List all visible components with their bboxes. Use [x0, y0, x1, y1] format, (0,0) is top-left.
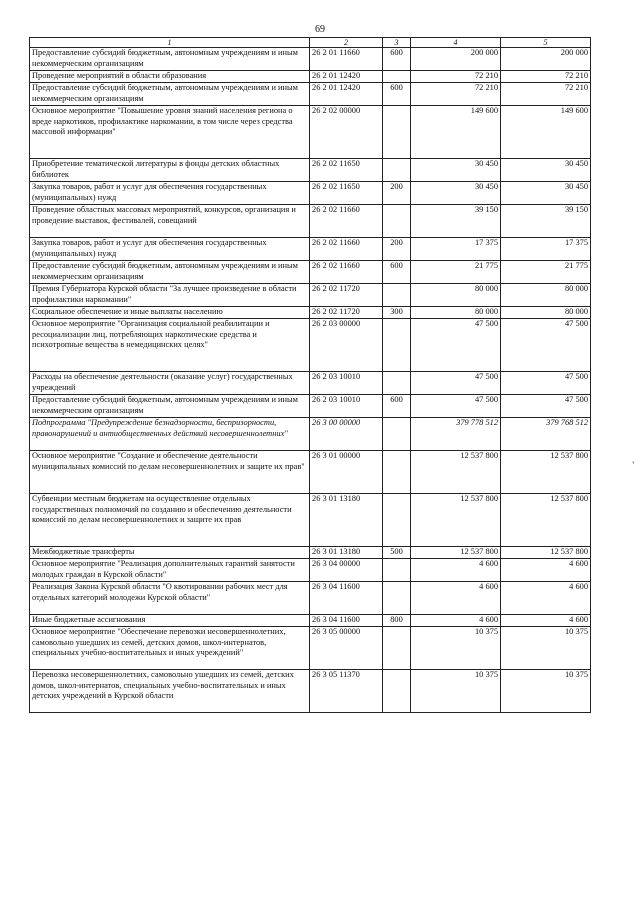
cell-sum1: 12 537 800	[411, 547, 501, 559]
cell-name: Перевозка несовершеннолетних, самовольно ушедших из семей, детских домов, школ-интернатов, специальных учебно-воспитательных и иных детских учреждений в Курской области	[30, 670, 310, 713]
cell-sum1: 4 600	[411, 615, 501, 627]
cell-vr	[383, 372, 411, 395]
cell-sum2: 80 000	[501, 307, 591, 319]
budget-table	[29, 37, 591, 713]
cell-vr: 800	[383, 615, 411, 627]
cell-sum1: 30 450	[411, 159, 501, 182]
cell-name: Субвенции местным бюджетам на осуществление отдельных государственных полномочий по созданию и обеспечению деятельности комиссий по делам несовершеннолетних и защите их прав	[30, 494, 310, 547]
cell-code: 26 3 05 00000	[310, 627, 383, 670]
table-row	[30, 451, 591, 494]
cell-name: Основное мероприятие "Создание и обеспечение деятельности муниципальных комиссий по делам несовершеннолетних и защите их прав"	[30, 451, 310, 494]
cell-name: Предоставление субсидий бюджетным, автономным учреждениям и иным некоммерческим организациям	[30, 395, 310, 418]
cell-sum1: 72 210	[411, 83, 501, 106]
cell-name: Иные бюджетные ассигнования	[30, 615, 310, 627]
cell-code: 26 2 02 11650	[310, 182, 383, 205]
cell-sum2: 379 768 512	[501, 418, 591, 451]
cell-sum1: 10 375	[411, 627, 501, 670]
header-col-3: 3	[383, 38, 411, 48]
table-row	[30, 307, 591, 319]
cell-vr	[383, 582, 411, 615]
header-col-5: 5	[501, 38, 591, 48]
cell-code: 26 3 04 11600	[310, 582, 383, 615]
table-row	[30, 494, 591, 547]
cell-code: 26 2 01 12420	[310, 83, 383, 106]
cell-code: 26 2 02 11720	[310, 284, 383, 307]
table-row	[30, 261, 591, 284]
cell-vr: 600	[383, 261, 411, 284]
cell-name: Основное мероприятие "Реализация дополнительных гарантий занятости молодых граждан в Курской области"	[30, 559, 310, 582]
table-row	[30, 83, 591, 106]
cell-vr	[383, 319, 411, 372]
cell-sum2: 149 600	[501, 106, 591, 159]
cell-code: 26 2 02 11660	[310, 261, 383, 284]
cell-sum2: 47 500	[501, 372, 591, 395]
page-number: 69	[315, 24, 325, 35]
cell-code: 26 3 04 00000	[310, 559, 383, 582]
cell-sum1: 30 450	[411, 182, 501, 205]
cell-code: 26 2 02 11660	[310, 238, 383, 261]
cell-code: 26 3 01 13180	[310, 494, 383, 547]
cell-sum2: 47 500	[501, 395, 591, 418]
cell-name: Основное мероприятие "Организация социальной реабилитации и ресоциализации лиц, потребляющих наркотические средства и психотропные вещества в немедицинских целях"	[30, 319, 310, 372]
cell-code: 26 2 02 11650	[310, 159, 383, 182]
cell-sum1: 379 778 512	[411, 418, 501, 451]
cell-vr: 300	[383, 307, 411, 319]
cell-sum1: 80 000	[411, 307, 501, 319]
cell-sum1: 72 210	[411, 71, 501, 83]
cell-code: 26 3 05 11370	[310, 670, 383, 713]
cell-sum1: 21 775	[411, 261, 501, 284]
cell-name: Предоставление субсидий бюджетным, автономным учреждениям и иным некоммерческим организациям	[30, 83, 310, 106]
table-row	[30, 319, 591, 372]
cell-sum1: 12 537 800	[411, 494, 501, 547]
cell-vr: 200	[383, 182, 411, 205]
cell-sum2: 47 500	[501, 319, 591, 372]
cell-vr	[383, 670, 411, 713]
cell-name: Реализация Закона Курской области "О квотировании рабочих мест для отдельных категорий молодежи Курской области"	[30, 582, 310, 615]
cell-vr: 600	[383, 48, 411, 71]
table-row	[30, 238, 591, 261]
cell-name: Предоставление субсидий бюджетным, автономным учреждениям и иным некоммерческим организациям	[30, 48, 310, 71]
cell-vr: 600	[383, 83, 411, 106]
cell-vr	[383, 451, 411, 494]
cell-name: Проведение мероприятий в области образования	[30, 71, 310, 83]
cell-vr: 500	[383, 547, 411, 559]
cell-code: 26 3 01 00000	[310, 451, 383, 494]
cell-sum1: 47 500	[411, 319, 501, 372]
cell-sum2: 4 600	[501, 615, 591, 627]
cell-sum1: 39 150	[411, 205, 501, 238]
cell-name: Подпрограмма "Предупреждение безнадзорности, беспризорности, правонарушений и антиобщественных действий несовершеннолетних"	[30, 418, 310, 451]
cell-vr	[383, 627, 411, 670]
cell-sum2: 21 775	[501, 261, 591, 284]
cell-name: Предоставление субсидий бюджетным, автономным учреждениям и иным некоммерческим организациям	[30, 261, 310, 284]
cell-name: Основное мероприятие "Повышение уровня знаний населения региона о вреде наркотиков, профилактике наркомании, в том числе через средства массовой информации"	[30, 106, 310, 159]
cell-name: Основное мероприятие "Обеспечение перевозки несовершеннолетних, самовольно ушедших из семей, детских домов, школ-интернатов, специальных учебно-воспитательных и иных учреждений"	[30, 627, 310, 670]
cell-sum2: 200 000	[501, 48, 591, 71]
cell-sum2: 4 600	[501, 582, 591, 615]
cell-code: 26 2 02 00000	[310, 106, 383, 159]
cell-sum2: 12 537 800	[501, 547, 591, 559]
cell-vr: 600	[383, 395, 411, 418]
cell-name: Расходы на обеспечение деятельности (оказание услуг) государственных учреждений	[30, 372, 310, 395]
cell-sum2: 30 450	[501, 159, 591, 182]
cell-code: 26 3 04 11600	[310, 615, 383, 627]
cell-sum1: 17 375	[411, 238, 501, 261]
table-row	[30, 627, 591, 670]
cell-sum1: 80 000	[411, 284, 501, 307]
cell-sum2: 12 537 800	[501, 451, 591, 494]
cell-vr	[383, 284, 411, 307]
cell-name: Социальное обеспечение и иные выплаты населению	[30, 307, 310, 319]
table-row	[30, 670, 591, 713]
cell-vr	[383, 559, 411, 582]
cell-vr	[383, 494, 411, 547]
cell-vr	[383, 106, 411, 159]
cell-vr	[383, 418, 411, 451]
cell-name: Закупка товаров, работ и услуг для обеспечения государственных (муниципальных) нужд	[30, 182, 310, 205]
cell-sum2: 12 537 800	[501, 494, 591, 547]
cell-name: Закупка товаров, работ и услуг для обеспечения государственных (муниципальных) нужд	[30, 238, 310, 261]
cell-sum1: 47 500	[411, 395, 501, 418]
cell-sum2: 80 000	[501, 284, 591, 307]
header-row	[30, 38, 591, 48]
header-col-4: 4	[411, 38, 501, 48]
cell-sum1: 4 600	[411, 582, 501, 615]
cell-sum2: 39 150	[501, 205, 591, 238]
header-col-1: 1	[30, 38, 310, 48]
table-row	[30, 582, 591, 615]
cell-sum2: 30 450	[501, 182, 591, 205]
table-row	[30, 205, 591, 238]
table-row	[30, 418, 591, 451]
cell-vr	[383, 159, 411, 182]
cell-sum1: 47 500	[411, 372, 501, 395]
table-row	[30, 395, 591, 418]
cell-code: 26 2 03 10010	[310, 372, 383, 395]
table-row	[30, 182, 591, 205]
table-row	[30, 547, 591, 559]
table-row	[30, 615, 591, 627]
cell-sum2: 17 375	[501, 238, 591, 261]
cell-name: Межбюджетные трансферты	[30, 547, 310, 559]
cell-sum1: 200 000	[411, 48, 501, 71]
table-row	[30, 159, 591, 182]
cell-code: 26 2 03 00000	[310, 319, 383, 372]
cell-vr: 200	[383, 238, 411, 261]
cell-sum2: 4 600	[501, 559, 591, 582]
cell-code: 26 2 02 11720	[310, 307, 383, 319]
table-row	[30, 559, 591, 582]
table-row	[30, 372, 591, 395]
cell-sum2: 72 210	[501, 83, 591, 106]
cell-sum1: 4 600	[411, 559, 501, 582]
cell-code: 26 2 01 11660	[310, 48, 383, 71]
cell-sum2: 10 375	[501, 627, 591, 670]
cell-sum1: 10 375	[411, 670, 501, 713]
cell-name: Премия Губернатора Курской области "За лучшее произведение в области профилактики наркомании"	[30, 284, 310, 307]
table-row	[30, 284, 591, 307]
cell-vr	[383, 71, 411, 83]
cell-sum1: 12 537 800	[411, 451, 501, 494]
cell-code: 26 3 01 13180	[310, 547, 383, 559]
table-row	[30, 71, 591, 83]
cell-sum2: 72 210	[501, 71, 591, 83]
table-row	[30, 48, 591, 71]
table-row	[30, 106, 591, 159]
margin-mark: '	[632, 460, 634, 470]
cell-sum1: 149 600	[411, 106, 501, 159]
cell-code: 26 3 00 00000	[310, 418, 383, 451]
cell-code: 26 2 03 10010	[310, 395, 383, 418]
cell-name: Проведение областных массовых мероприятий, конкурсов, организация и проведение выставок, фестивалей, совещаний	[30, 205, 310, 238]
cell-name: Приобретение тематической литературы в фонды детских областных библиотек	[30, 159, 310, 182]
header-col-2: 2	[310, 38, 383, 48]
cell-sum2: 10 375	[501, 670, 591, 713]
cell-vr	[383, 205, 411, 238]
cell-code: 26 2 02 11660	[310, 205, 383, 238]
cell-code: 26 2 01 12420	[310, 71, 383, 83]
